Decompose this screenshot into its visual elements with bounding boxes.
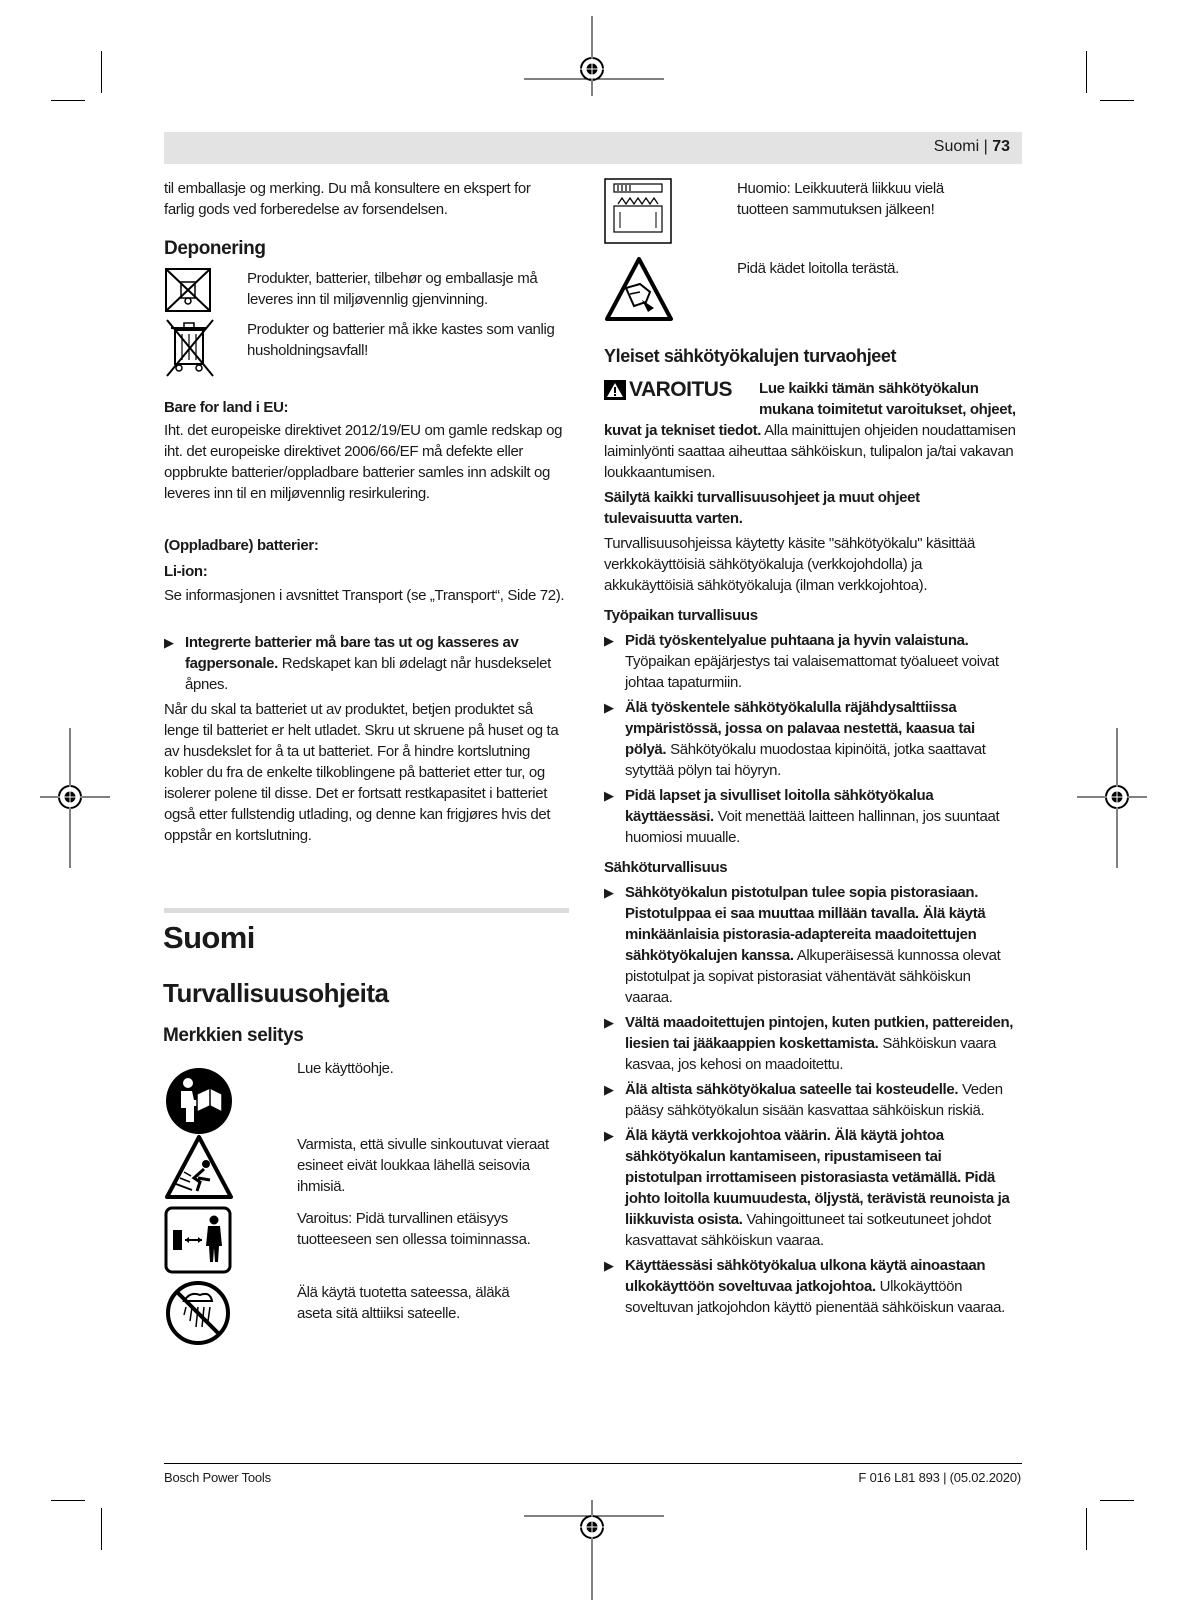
- symbol-1-text: Lue käyttöohje.: [297, 1060, 394, 1077]
- intro-text: til emballasje og merking. Du må konsultere en ekspert for farlig gods ved forberedelse av forsendelsen.: [164, 180, 531, 218]
- list-item: [604, 1125, 1014, 1251]
- liion-text: Se informasjonen i avsnittet Transport (se „Transport“, Side 72).: [164, 587, 565, 604]
- right-symbol-2-text: Pidä kädet loitolla terästä.: [737, 260, 899, 277]
- warning-text-block: [604, 378, 1016, 483]
- bullet-arrow-icon: ▶: [164, 635, 174, 650]
- page-number: 73: [992, 138, 1010, 155]
- hand-blade-warning-icon: [604, 256, 674, 322]
- battery-heading: (Oppladbare) batterier:: [164, 537, 319, 554]
- battery-bullet-rest: Redskapet kan bli ødelagt når husdekselet åpnes.: [185, 655, 551, 693]
- term-text: Turvallisuusohjeissa käytetty käsite "sähkötyökalu" käsittää verkkokäyttöisiä sähkötyökaluja (verkkojohdolla) ja akkukäyttöisiä sähkötyökaluja (ilman verkkojohtoa).: [604, 535, 975, 594]
- crop-mark: [101, 1508, 102, 1550]
- warning-rest: Alla mainittujen ohjeiden noudattamisen laiminlyönti saattaa aiheuttaa sähköiskun, tulipalon ja/tai vakavan loukkaantumisen.: [604, 422, 1016, 481]
- list-item-rest: Sähkötyökalu muodostaa kipinöitä, jotka saattavat sytyttää pölyn tai höyryn.: [625, 741, 986, 779]
- crop-mark: [1086, 1508, 1087, 1550]
- list-item-rest: Veden pääsy sähkötyökalun sisään kasvattaa sähköiskun riskiä.: [625, 1081, 1003, 1119]
- bullet-arrow-icon: ▶: [604, 633, 614, 648]
- crop-mark: [101, 51, 102, 93]
- battery-bullet: [164, 632, 566, 695]
- footer-rule: [164, 1463, 1022, 1464]
- eu-text: Iht. det europeiske direktivet 2012/19/EU om gamle redskap og iht. det europeiske direktivet 2006/66/EF må defekte eller oppbrukte batterier/oppladbare batterier samles inn adskilt og leveres inn til en miljøvennlig resirkulering.: [164, 422, 563, 502]
- electrical-safety-list: [604, 882, 1014, 1318]
- crop-mark: [1100, 1500, 1134, 1501]
- read-manual-icon: [164, 1066, 234, 1136]
- eu-heading: Bare for land i EU:: [164, 399, 289, 416]
- crop-mark: [51, 1500, 85, 1501]
- liion-heading: Li-ion:: [164, 563, 208, 580]
- header-label: [934, 138, 1010, 156]
- registration-mark-bottom: [524, 1500, 664, 1600]
- recycle-box-icon: [165, 268, 211, 312]
- registration-mark-left: [40, 728, 110, 868]
- registration-mark-top: [524, 16, 664, 96]
- list-item: [604, 882, 1014, 1008]
- deponering-heading: Deponering: [164, 238, 266, 259]
- list-item: [604, 1012, 1014, 1075]
- crop-mark: [51, 100, 85, 101]
- list-item: [604, 697, 1014, 781]
- save-instructions: Säilytä kaikki turvallisuusohjeet ja muut ohjeet tulevaisuutta varten.: [604, 489, 920, 527]
- footer-left: Bosch Power Tools: [164, 1470, 271, 1485]
- list-item-bold: Käyttäessäsi sähkötyökalua ulkona käytä ainoastaan ulkokäyttöön soveltuvaa jatkojohtoa.: [625, 1257, 986, 1295]
- list-item-rest: Vahingoittuneet tai sotkeutuneet johdot kasvattavat sähköiskun vaaraa.: [625, 1211, 991, 1249]
- footer-right: F 016 L81 893 | (05.02.2020): [858, 1470, 1021, 1485]
- crossed-bin-icon: [165, 318, 215, 378]
- deponering-text-2: Produkter og batterier må ikke kastes som vanlig husholdningsavfall!: [247, 321, 555, 359]
- warning-bold: Lue kaikki tämän sähkötyökalun mukana toimitetut varoitukset, ohjeet, kuvat ja tekniset tiedot.: [604, 380, 1016, 439]
- yleiset-heading: Yleiset sähkötyökalujen turvaohjeet: [604, 346, 897, 366]
- list-item-bold: Älä käytä verkkojohtoa väärin. Älä käytä johtoa sähkötyökalun kantamiseen, ripustamiseen tai pistotulpan irrottamiseen pistorasiasta vetämällä. Pidä johto loitolla kuumuudesta, öljystä, terävistä reunoista ja liikkuvista osista.: [625, 1127, 1010, 1228]
- list-item-bold: Pidä lapset ja sivulliset loitolla sähkötyökalua käyttäessäsi.: [625, 787, 934, 825]
- battery-removal-text: Når du skal ta batteriet ut av produktet, betjen produktet så lenge til batteriet er helt utladet. Skru ut skruene på huset og ta av husdekslet for å ta ut batteriet. For å hindre kortslutning kobler du fra de enkelte tilkoblingene på batteriet etter tur, og isolerer polene til disse. Det er fortsatt restkapasitet i batteriet også etter fullstendig utlading, og denne kan frigjøres hvis det oppstår en kortslutning.: [164, 701, 559, 844]
- list-item: [604, 1255, 1014, 1318]
- bullet-arrow-icon: ▶: [604, 1082, 614, 1097]
- list-item-bold: Älä työskentele sähkötyökalulla räjähdysalttiissa ympäristössä, jossa on palavaa nestettä, kaasua tai pölyä.: [625, 699, 975, 758]
- battery-bullet-bold: Integrerte batterier må bare tas ut og kasseres av fagpersonale.: [185, 634, 519, 672]
- electrical-safety-heading: Sähköturvallisuus: [604, 859, 728, 876]
- turvallisuus-heading: Turvallisuusohjeita: [163, 978, 389, 1008]
- header-section: Suomi: [933, 138, 980, 155]
- registration-mark-right: [1077, 728, 1147, 868]
- bullet-arrow-icon: ▶: [604, 700, 614, 715]
- crop-mark: [1100, 100, 1134, 101]
- bullet-arrow-icon: ▶: [604, 1128, 614, 1143]
- safe-distance-icon: [164, 1206, 232, 1274]
- list-item-rest: Työpaikan epäjärjestys tai valaisemattomat työalueet voivat johtaa tapaturmiin.: [625, 653, 999, 691]
- list-item-rest: Ulkokäyttöön soveltuvan jatkojohdon käyttö pienentää sähköiskun vaaraa.: [625, 1278, 1005, 1316]
- work-safety-list: [604, 630, 1014, 848]
- list-item: [604, 785, 1014, 848]
- right-symbol-1-text: Huomio: Leikkuuterä liikkuu vielä tuotteen sammutuksen jälkeen!: [737, 180, 944, 218]
- suomi-heading: Suomi: [163, 920, 255, 955]
- list-item-rest: Sähköiskun vaara kasvaa, jos kehosi on maadoitettu.: [625, 1035, 996, 1073]
- warning-label-text: VAROITUS: [629, 378, 732, 401]
- symbol-2-text: Varmista, että sivulle sinkoutuvat vieraat esineet eivät loukkaa lähellä seisovia ihmisiä.: [297, 1136, 549, 1195]
- bullet-arrow-icon: ▶: [604, 1258, 614, 1273]
- bullet-arrow-icon: ▶: [604, 1015, 614, 1030]
- blade-coast-icon: [604, 178, 672, 244]
- list-item: [604, 1079, 1014, 1121]
- list-item-bold: Sähkötyökalun pistotulpan tulee sopia pistorasiaan. Pistotulppaa ei saa muuttaa millään tavalla. Älä käytä minkäänlaisia pistorasia-adaptereita maadoitettujen sähkötyökalujen kanssa.: [625, 884, 986, 964]
- page-header: [164, 132, 1022, 164]
- flying-debris-icon: [164, 1134, 234, 1200]
- list-item-bold: Vältä maadoitettujen pintojen, kuten putkien, pattereiden, liesien tai jääkaappien koskettamista.: [625, 1014, 1014, 1052]
- list-item-rest: Voit menettää laitteen hallinnan, jos suuntaat huomiosi muualle.: [625, 808, 1000, 846]
- merkkien-heading: Merkkien selitys: [163, 1025, 304, 1046]
- list-item: [604, 630, 1014, 693]
- header-separator: |: [983, 138, 988, 155]
- list-item-rest: Alkuperäisessä kunnossa olevat pistotulpat ja sopivat pistorasiat vähentävät sähköiskun vaaraa.: [625, 947, 1001, 1006]
- deponering-text-1: Produkter, batterier, tilbehør og emballasje må leveres inn til miljøvennlig gjenvinning.: [247, 270, 538, 308]
- symbol-4-text: Älä käytä tuotetta sateessa, äläkä aseta sitä alttiiksi sateelle.: [297, 1284, 510, 1322]
- section-divider: [164, 908, 569, 913]
- bullet-arrow-icon: ▶: [604, 885, 614, 900]
- work-safety-heading: Työpaikan turvallisuus: [604, 607, 758, 624]
- list-item-bold: Älä altista sähkötyökalua sateelle tai kosteudelle.: [625, 1081, 959, 1098]
- symbol-3-text: Varoitus: Pidä turvallinen etäisyys tuotteeseen sen ollessa toiminnassa.: [297, 1210, 531, 1248]
- crop-mark: [1086, 51, 1087, 93]
- list-item-bold: Pidä työskentelyalue puhtaana ja hyvin valaistuna.: [625, 632, 969, 649]
- no-rain-icon: [164, 1279, 232, 1347]
- bullet-arrow-icon: ▶: [604, 788, 614, 803]
